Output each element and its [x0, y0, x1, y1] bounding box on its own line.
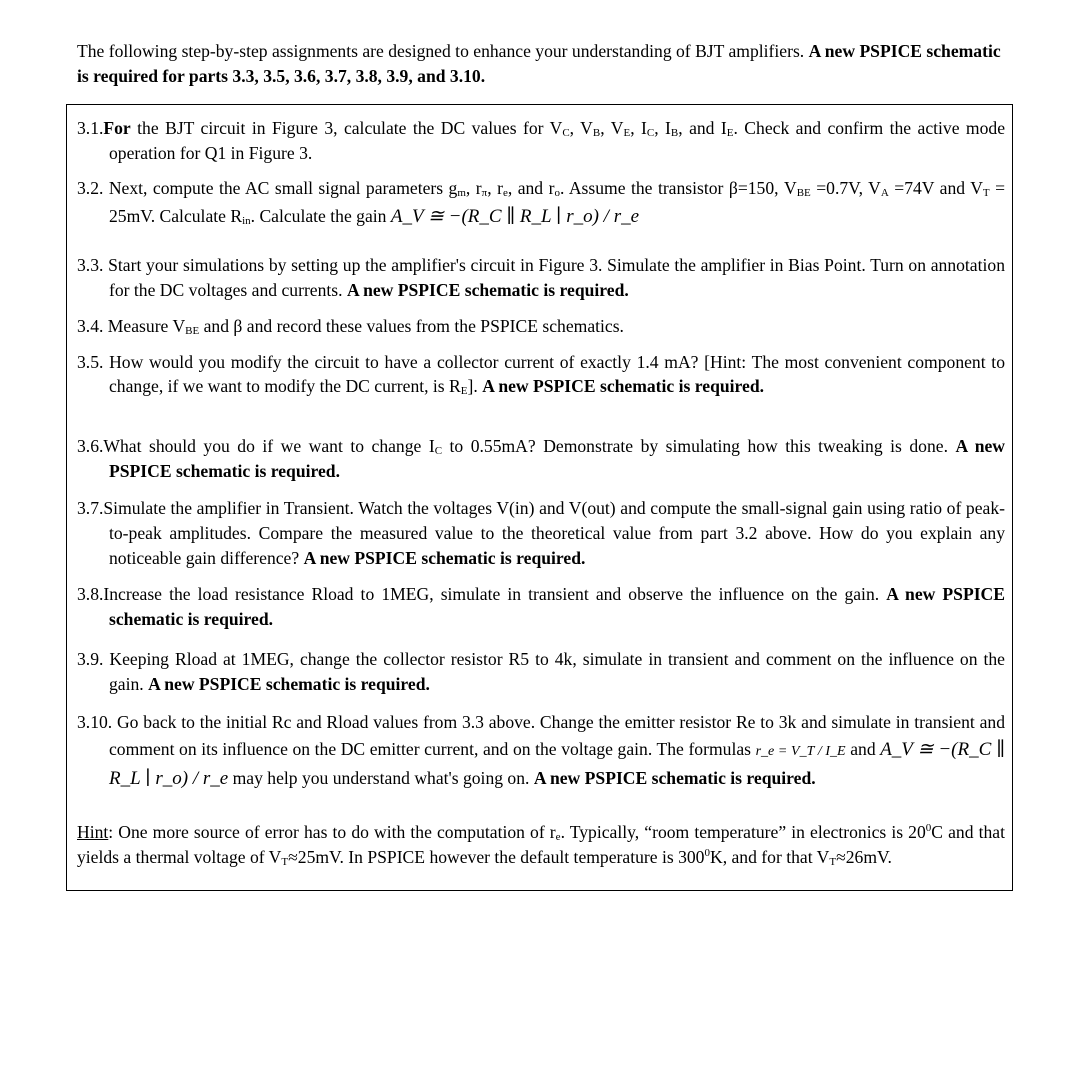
item-3-2: 3.2. Next, compute the AC small signal parameters $g_m$, $r_\pi$, $r_e$, and $r_o$. Assume the transistor β=150, $V_{BE} =0.7V$, $V_A =74V$ and $V_T = 25mV$. Calculate $R_{in}$. Calculate the gain A_V ≅ −(R_C ∥ R_L ∣ r_o) / r_e — [77, 178, 1006, 227]
item-3-10: 3.10. Go back to the initial Rc and Rload values from 3.3 above. Change the emitter resistor Re to 3k and simulate in transient and comment on its influence on the DC emitter current, and on the voltage gain. The formulas r_e = V_T / I_E and A_V ≅ −(R_C ∥ R_L ∣ r_o) / r_e may help you understand what's going on. A new PSPICE schematic is required. — [77, 712, 1005, 789]
item-3-4: 3.4. Measure $V_{BE}$ and β and record these values from the PSPICE schematics. — [77, 316, 624, 337]
intro-bold: A new PSPICE schematic is required for parts 3.3, 3.5, 3.6, 3.7, 3.8, 3.9, and 3.10. — [77, 41, 1001, 86]
gain-formula-2: A_V ≅ −(R_C ∥ R_L ∣ r_o) / r_e — [109, 739, 1005, 789]
intro-paragraph: The following step-by-step assignments are designed to enhance your understanding of BJT amplifiers. A new PSPICE schematic is required for parts 3.3, 3.5, 3.6, 3.7, 3.8, 3.9, and 3.10. — [77, 41, 1001, 86]
hint-label: Hint — [77, 822, 109, 842]
item-3-1: 3.1.For the BJT circuit in Figure 3, calculate the DC values for $V_C$, $V_B$, $V_E$, $I_C$, $I_B$, and $I_E$. Check and confirm the active mode operation for Q1 in Figure 3. — [77, 118, 1006, 163]
re-formula: r_e = V_T / I_E — [755, 744, 846, 759]
hint-paragraph: Hint: One more source of error has to do with the computation of $r_e$. Typically, “room temperature” in electronics is $20^0C$ and that yields a thermal voltage of $V_T\approx 25mV$. In PSPICE however the default temperature is $300^0K$, and for that $V_T\approx 26mV$. — [77, 822, 1006, 868]
item-3-6: 3.6.What should you do if we want to change $I_C$ to 0.55mA? Demonstrate by simulating how this tweaking is done. A new PSPICE schematic is required. — [77, 436, 1005, 481]
item-3-5: 3.5. How would you modify the circuit to have a collector current of exactly 1.4 mA? [Hint: The most convenient component to change, if we want to modify the DC current, is $R_E$]. A new PSPICE schematic is required. — [77, 352, 1005, 397]
assignment-box — [66, 104, 1013, 891]
item-3-3: 3.3. Start your simulations by setting up the amplifier's circuit in Figure 3. Simulate the amplifier in Bias Point. Turn on annotation for the DC voltages and currents. A new PSPICE schematic is required. — [77, 255, 1005, 300]
item-3-8: 3.8.Increase the load resistance Rload to 1MEG, simulate in transient and observe the influence on the gain. A new PSPICE schematic is required. — [77, 584, 1005, 629]
gain-formula: A_V ≅ −(R_C ∥ R_L ∣ r_o) / r_e — [390, 206, 640, 227]
item-3-7: 3.7.Simulate the amplifier in Transient. Watch the voltages V(in) and V(out) and compute the small-signal gain using ratio of peak-to-peak amplitudes. Compare the measured value to the theoretical value from part 3.2 above. How do you explain any noticeable gain difference? A new PSPICE schematic is required. — [77, 498, 1005, 568]
item-3-9: 3.9. Keeping Rload at 1MEG, change the collector resistor R5 to 4k, simulate in transient and comment on the influence on the gain. A new PSPICE schematic is required. — [77, 649, 1005, 694]
